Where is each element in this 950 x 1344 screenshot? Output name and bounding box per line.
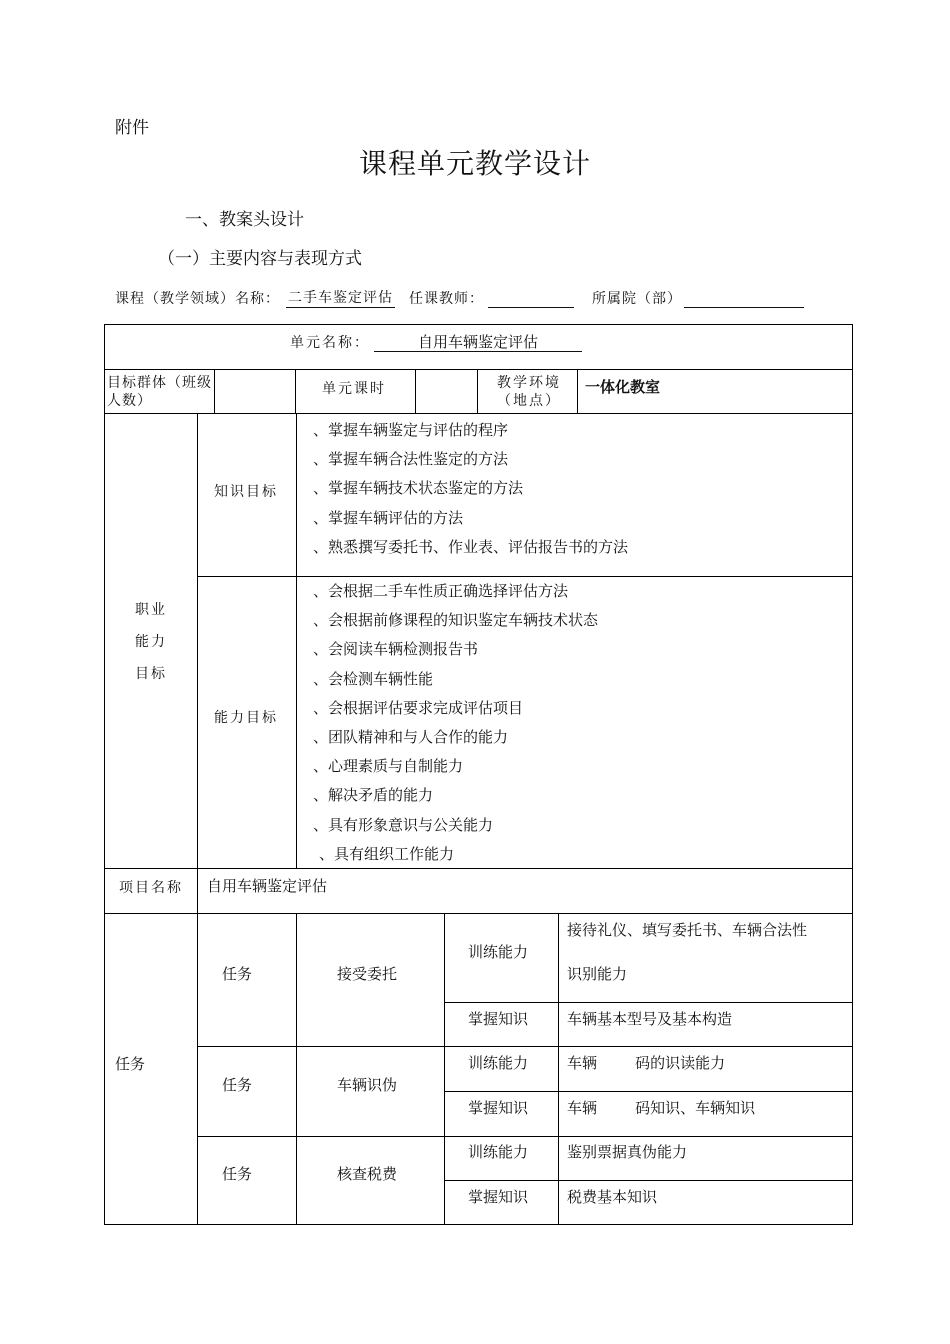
task-group-label: 任务 [115, 1055, 146, 1073]
list-item: 、心理素质与自制能力 [313, 757, 464, 776]
unit-name: 自用车辆鉴定评估 [374, 331, 582, 352]
task-name: 核查税费 [337, 1165, 398, 1183]
train-ability-label: 训练能力 [468, 1054, 529, 1072]
list-item: 、具有组织工作能力 [319, 844, 455, 863]
task-label: 任务 [222, 1076, 253, 1094]
dept-field[interactable] [684, 289, 804, 308]
course-name: 二手车鉴定评估 [286, 287, 395, 308]
task-name: 接受委托 [337, 965, 398, 983]
unit-name-label: 单元名称： [290, 335, 370, 351]
project-name-label: 项目名称 [119, 880, 183, 896]
attachment-label: 附件 [115, 118, 149, 138]
know-value: 车辆基本型号及基本构造 [567, 1010, 733, 1028]
know-value: 税费基本知识 [567, 1188, 658, 1206]
env-label: 教学环境（地点） [497, 375, 561, 409]
know-label: 掌握知识 [468, 1010, 529, 1028]
course-label: 课程（教学领域）名称： [115, 291, 280, 307]
list-item: 、会根据二手车性质正确选择评估方法 [313, 582, 569, 600]
lesson-design-table [104, 324, 853, 1225]
train-ability-value: 接待礼仪、填写委托书、车辆合法性 [567, 921, 808, 939]
course-info-line [115, 287, 804, 308]
dept-label: 所属院（部） [592, 291, 682, 307]
know-label: 掌握知识 [468, 1188, 529, 1206]
train-ability-value: 鉴别票据真伪能力 [567, 1143, 688, 1161]
list-item: 、掌握车辆合法性鉴定的方法 [313, 450, 509, 469]
task-label: 任务 [222, 965, 253, 983]
project-name: 自用车辆鉴定评估 [207, 877, 328, 895]
list-item: 、掌握车辆技术状态鉴定的方法 [313, 479, 524, 498]
unit-hours-label: 单元课时 [322, 381, 386, 397]
section-heading-2: （一）主要内容与表现方式 [158, 249, 362, 269]
know-label: 掌握知识 [468, 1099, 529, 1117]
section-heading-1: 一、教案头设计 [185, 210, 304, 230]
ability-goal-label: 能力目标 [214, 710, 278, 726]
ability-goal-list [313, 577, 598, 869]
list-item: 、掌握车辆评估的方法 [313, 508, 464, 527]
train-ability-label: 训练能力 [468, 943, 529, 961]
env-value: 一体化教室 [585, 378, 661, 396]
task-label: 任务 [222, 1165, 253, 1183]
list-item: 、具有形象意识与公关能力 [313, 815, 494, 834]
teacher-field[interactable] [488, 289, 574, 308]
list-item: 、熟悉撰写委托书、作业表、评估报告书的方法 [313, 537, 629, 556]
know-value: 车辆 码知识、车辆知识 [567, 1099, 756, 1117]
knowledge-goal-list [313, 416, 628, 562]
list-item: 、解决矛盾的能力 [313, 786, 434, 805]
list-item: 、会根据评估要求完成评估项目 [313, 698, 524, 717]
train-ability-value-cont: 识别能力 [567, 965, 628, 983]
list-item: 、团队精神和与人合作的能力 [313, 727, 509, 746]
list-item: 、会阅读车辆检测报告书 [313, 640, 479, 659]
teacher-label: 任课教师： [409, 291, 484, 307]
train-ability-value: 车辆 码的识读能力 [567, 1054, 726, 1072]
list-item: 、掌握车辆鉴定与评估的程序 [313, 421, 509, 439]
list-item: 、会根据前修课程的知识鉴定车辆技术状态 [313, 611, 599, 630]
list-item: 、会检测车辆性能 [313, 669, 434, 688]
target-group-label: 目标群体（班级人数） [107, 375, 212, 409]
train-ability-label: 训练能力 [468, 1143, 529, 1161]
task-name: 车辆识伪 [337, 1076, 398, 1094]
knowledge-goal-label: 知识目标 [214, 484, 278, 500]
page-title: 课程单元教学设计 [358, 147, 591, 180]
career-goal-label: 职业 能力 目标 [135, 602, 167, 682]
